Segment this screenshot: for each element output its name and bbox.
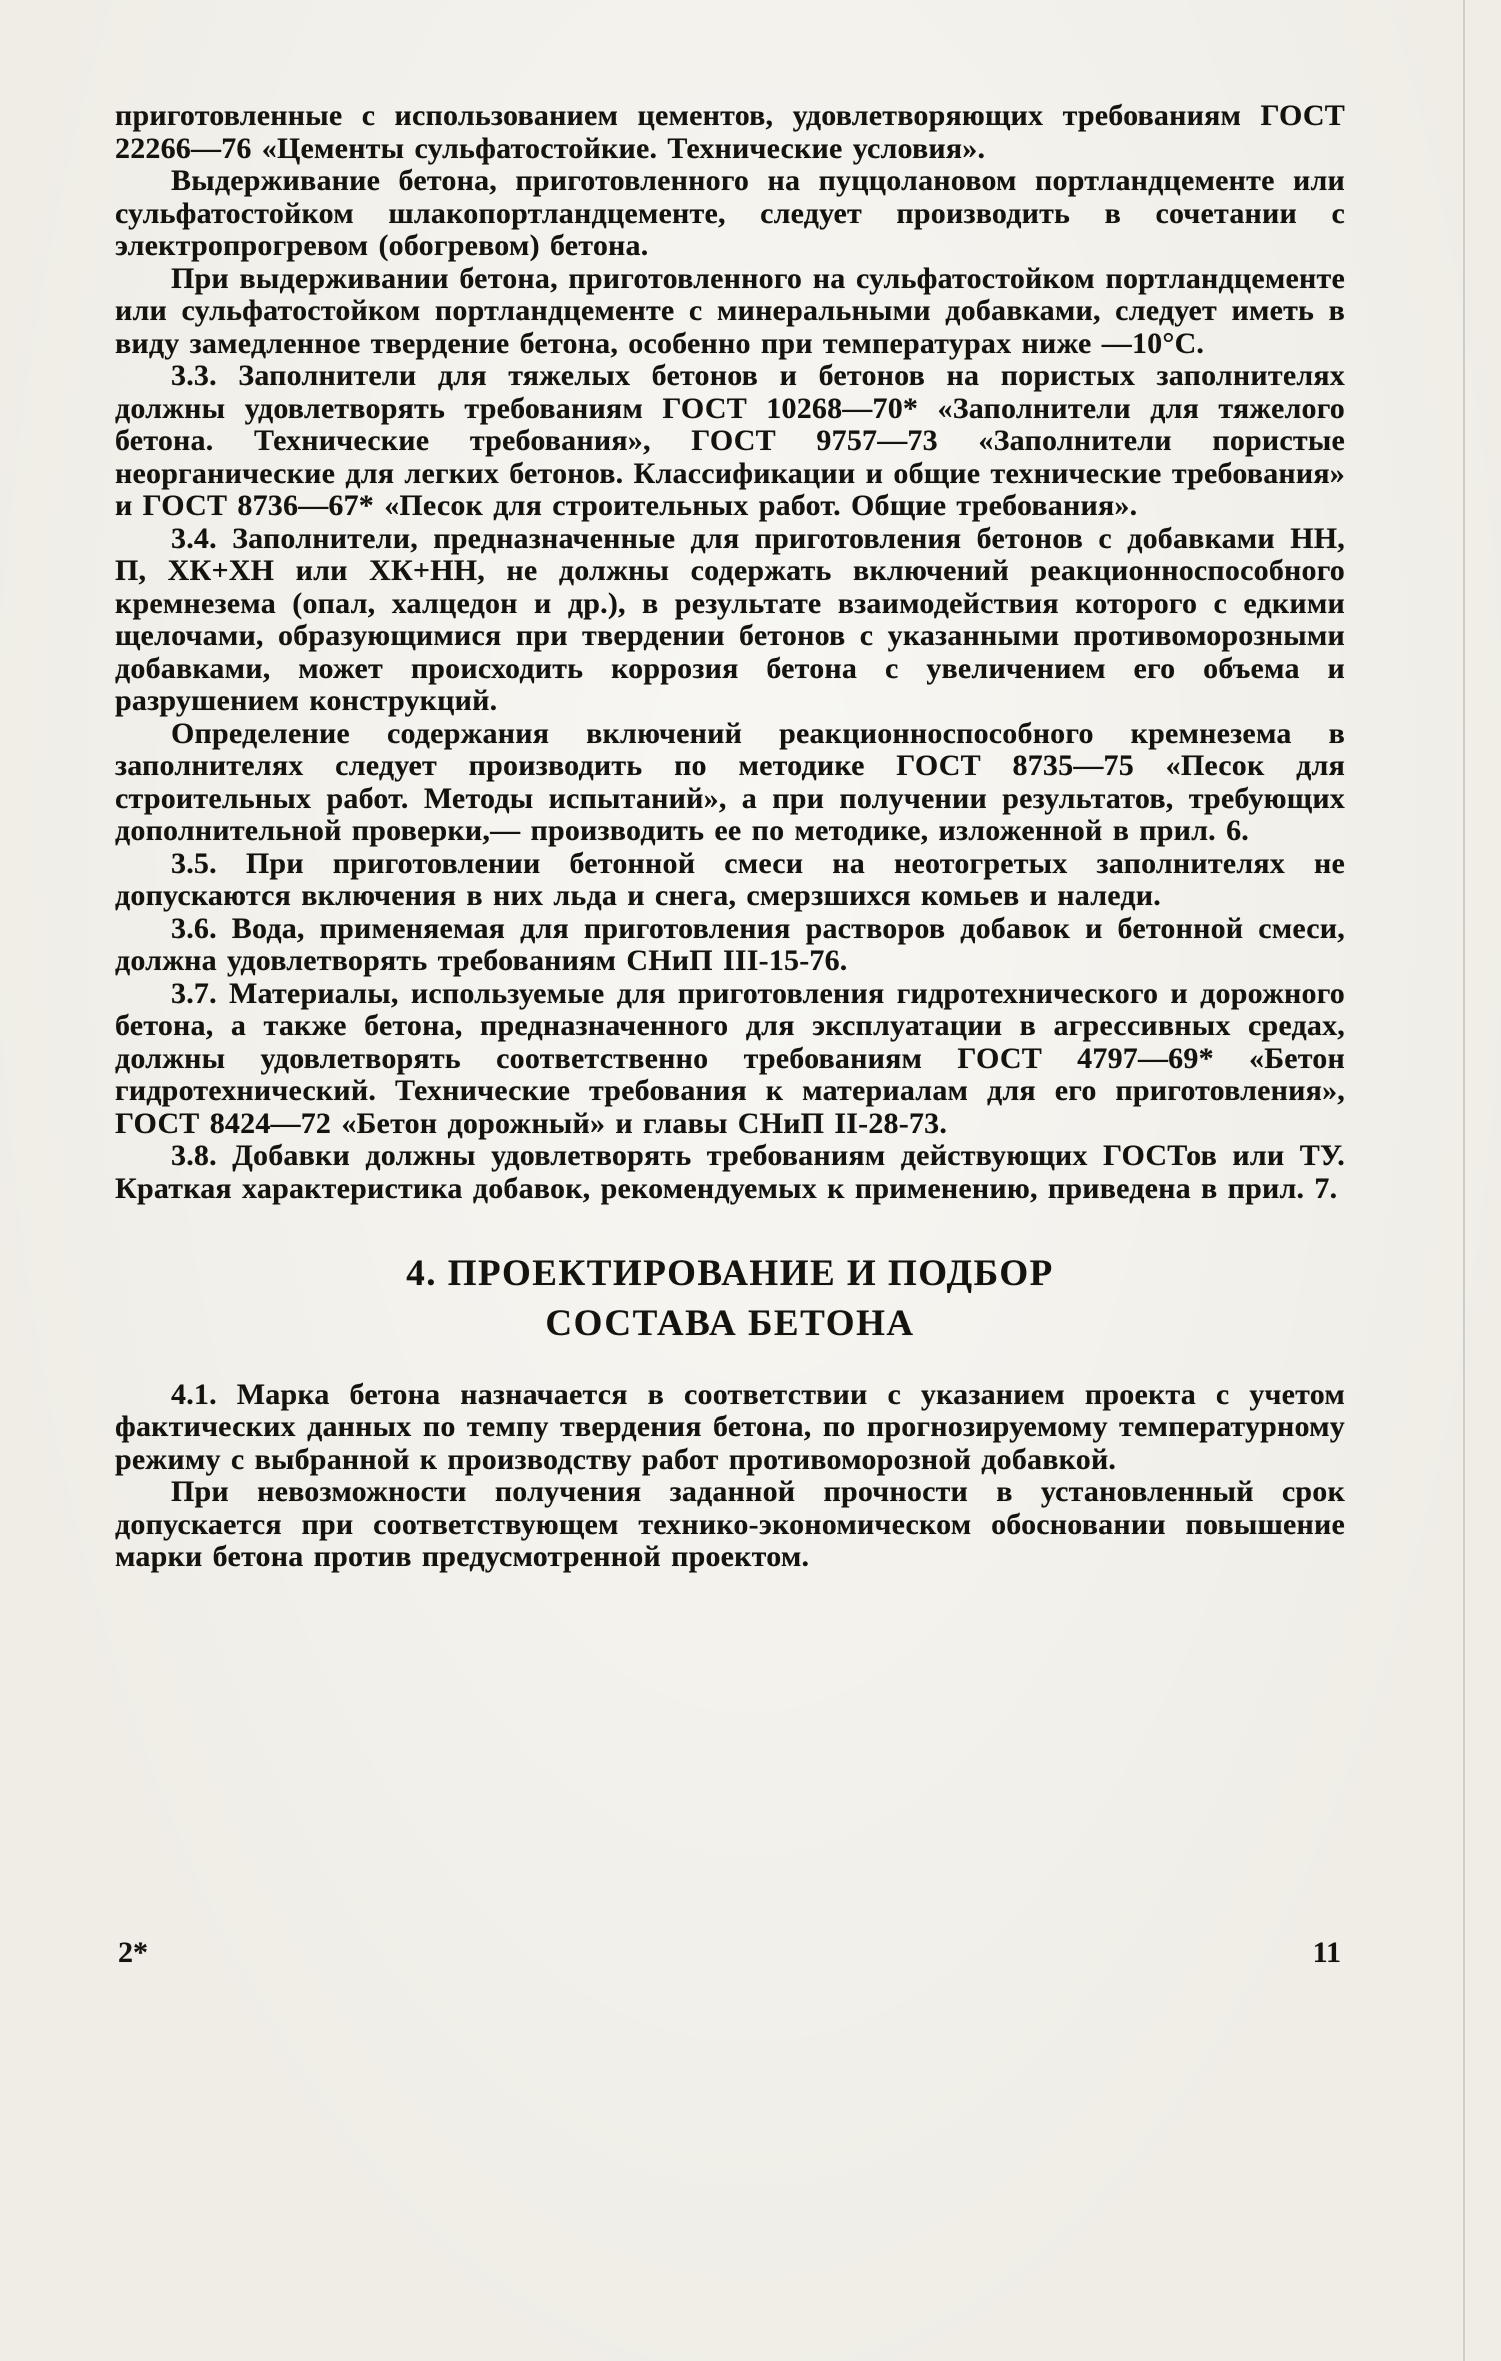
paragraph-3-5: 3.5. При приготовлении бетонной смеси на неотогретых заполнителях не допускаются включения в них льда и снега, смерзшихся комьев и наледи. <box>115 846 1345 912</box>
paragraph: Определение содержания включений реакционноспособного кремнезема в заполнителях следует производить по методике ГОСТ 8735—75 «Песок для строительных работ. Методы испытаний», а при получении результатов, требующих дополнительной проверки,— производить ее по методике, изложенной в прил. 6. <box>115 716 1345 847</box>
signature-mark: 2* <box>118 1936 148 1969</box>
paragraph: приготовленные с использованием цементов, удовлетворяющих требованиям ГОСТ 22266—76 «Цементы сульфатостойкие. Технические условия». <box>115 99 1345 165</box>
page-footer <box>118 1936 1341 1970</box>
paragraph-4-1: 4.1. Марка бетона назначается в соответствии с указанием проекта с учетом фактических данных по темпу твердения бетона, по прогнозируемому температурному режиму с выбранной к производству работ противоморозной добавкой. <box>115 1377 1345 1476</box>
text-block <box>115 100 1345 1574</box>
paragraph: При невозможности получения заданной прочности в установленный срок допускается при соответствующем технико-экономическом обосновании повышение марки бетона против предусмотренной проектом. <box>115 1475 1345 1574</box>
paragraph-3-3: 3.3. Заполнители для тяжелых бетонов и бетонов на пористых заполнителях должны удовлетворять требованиям ГОСТ 10268—70* «Заполнители для тяжелого бетона. Технические требования», ГОСТ 9757—73 «Заполнители пористые неорганические для легких бетонов. Классификации и общие технические требования» и ГОСТ 8736—67* «Песок для строительных работ. Общие требования». <box>115 359 1345 522</box>
paragraph-3-4: 3.4. Заполнители, предназначенные для приготовления бетонов с добавками НН, П, ХК+ХН или ХК+НН, не должны содержать включений реакционноспособного кремнезема (опал, халцедон и др.), в результате взаимодействия которого с едкими щелочами, образующимися при твердении бетонов с указанными противоморозными добавками, может происходить коррозия бетона с увеличением его объема и разрушением конструкций. <box>115 521 1345 717</box>
paragraph: При выдерживании бетона, приготовленного на сульфатостойком портландцементе или сульфатостойком портландцементе с минеральными добавками, следует иметь в виду замедленное твердение бетона, особенно при температурах ниже —10°С. <box>115 261 1345 360</box>
paragraph-3-7: 3.7. Материалы, используемые для приготовления гидротехнического и дорожного бетона, а также бетона, предназначенного для эксплуатации в агрессивных средах, должны удовлетворять соответственно требованиям ГОСТ 4797—69* «Бетон гидротехнический. Технические требования к материалам для его приготовления», ГОСТ 8424—72 «Бетон дорожный» и главы СНиП II-28-73. <box>115 976 1345 1140</box>
section-heading <box>115 1249 1345 1349</box>
paragraph-3-6: 3.6. Вода, применяемая для приготовления растворов добавок и бетонной смеси, должна удовлетворять требованиям СНиП III-15-76. <box>115 911 1345 977</box>
paragraph-3-8: 3.8. Добавки должны удовлетворять требованиям действующих ГОСТов или ТУ. Краткая характеристика добавок, рекомендуемых к применению, приведена в прил. 7. <box>115 1139 1345 1205</box>
paragraph: Выдерживание бетона, приготовленного на пуццолановом портландцементе или сульфатостойком шлакопортландцементе, следует производить в сочетании с электропрогревом (обогревом) бетона. <box>115 164 1345 262</box>
section-heading-line1: 4. ПРОЕКТИРОВАНИЕ И ПОДБОР <box>406 1253 1054 1294</box>
section-heading-line2: СОСТАВА БЕТОНА <box>545 1302 915 1344</box>
scan-edge-artifact <box>1463 0 1465 2361</box>
page-number: 11 <box>1312 1936 1341 1969</box>
